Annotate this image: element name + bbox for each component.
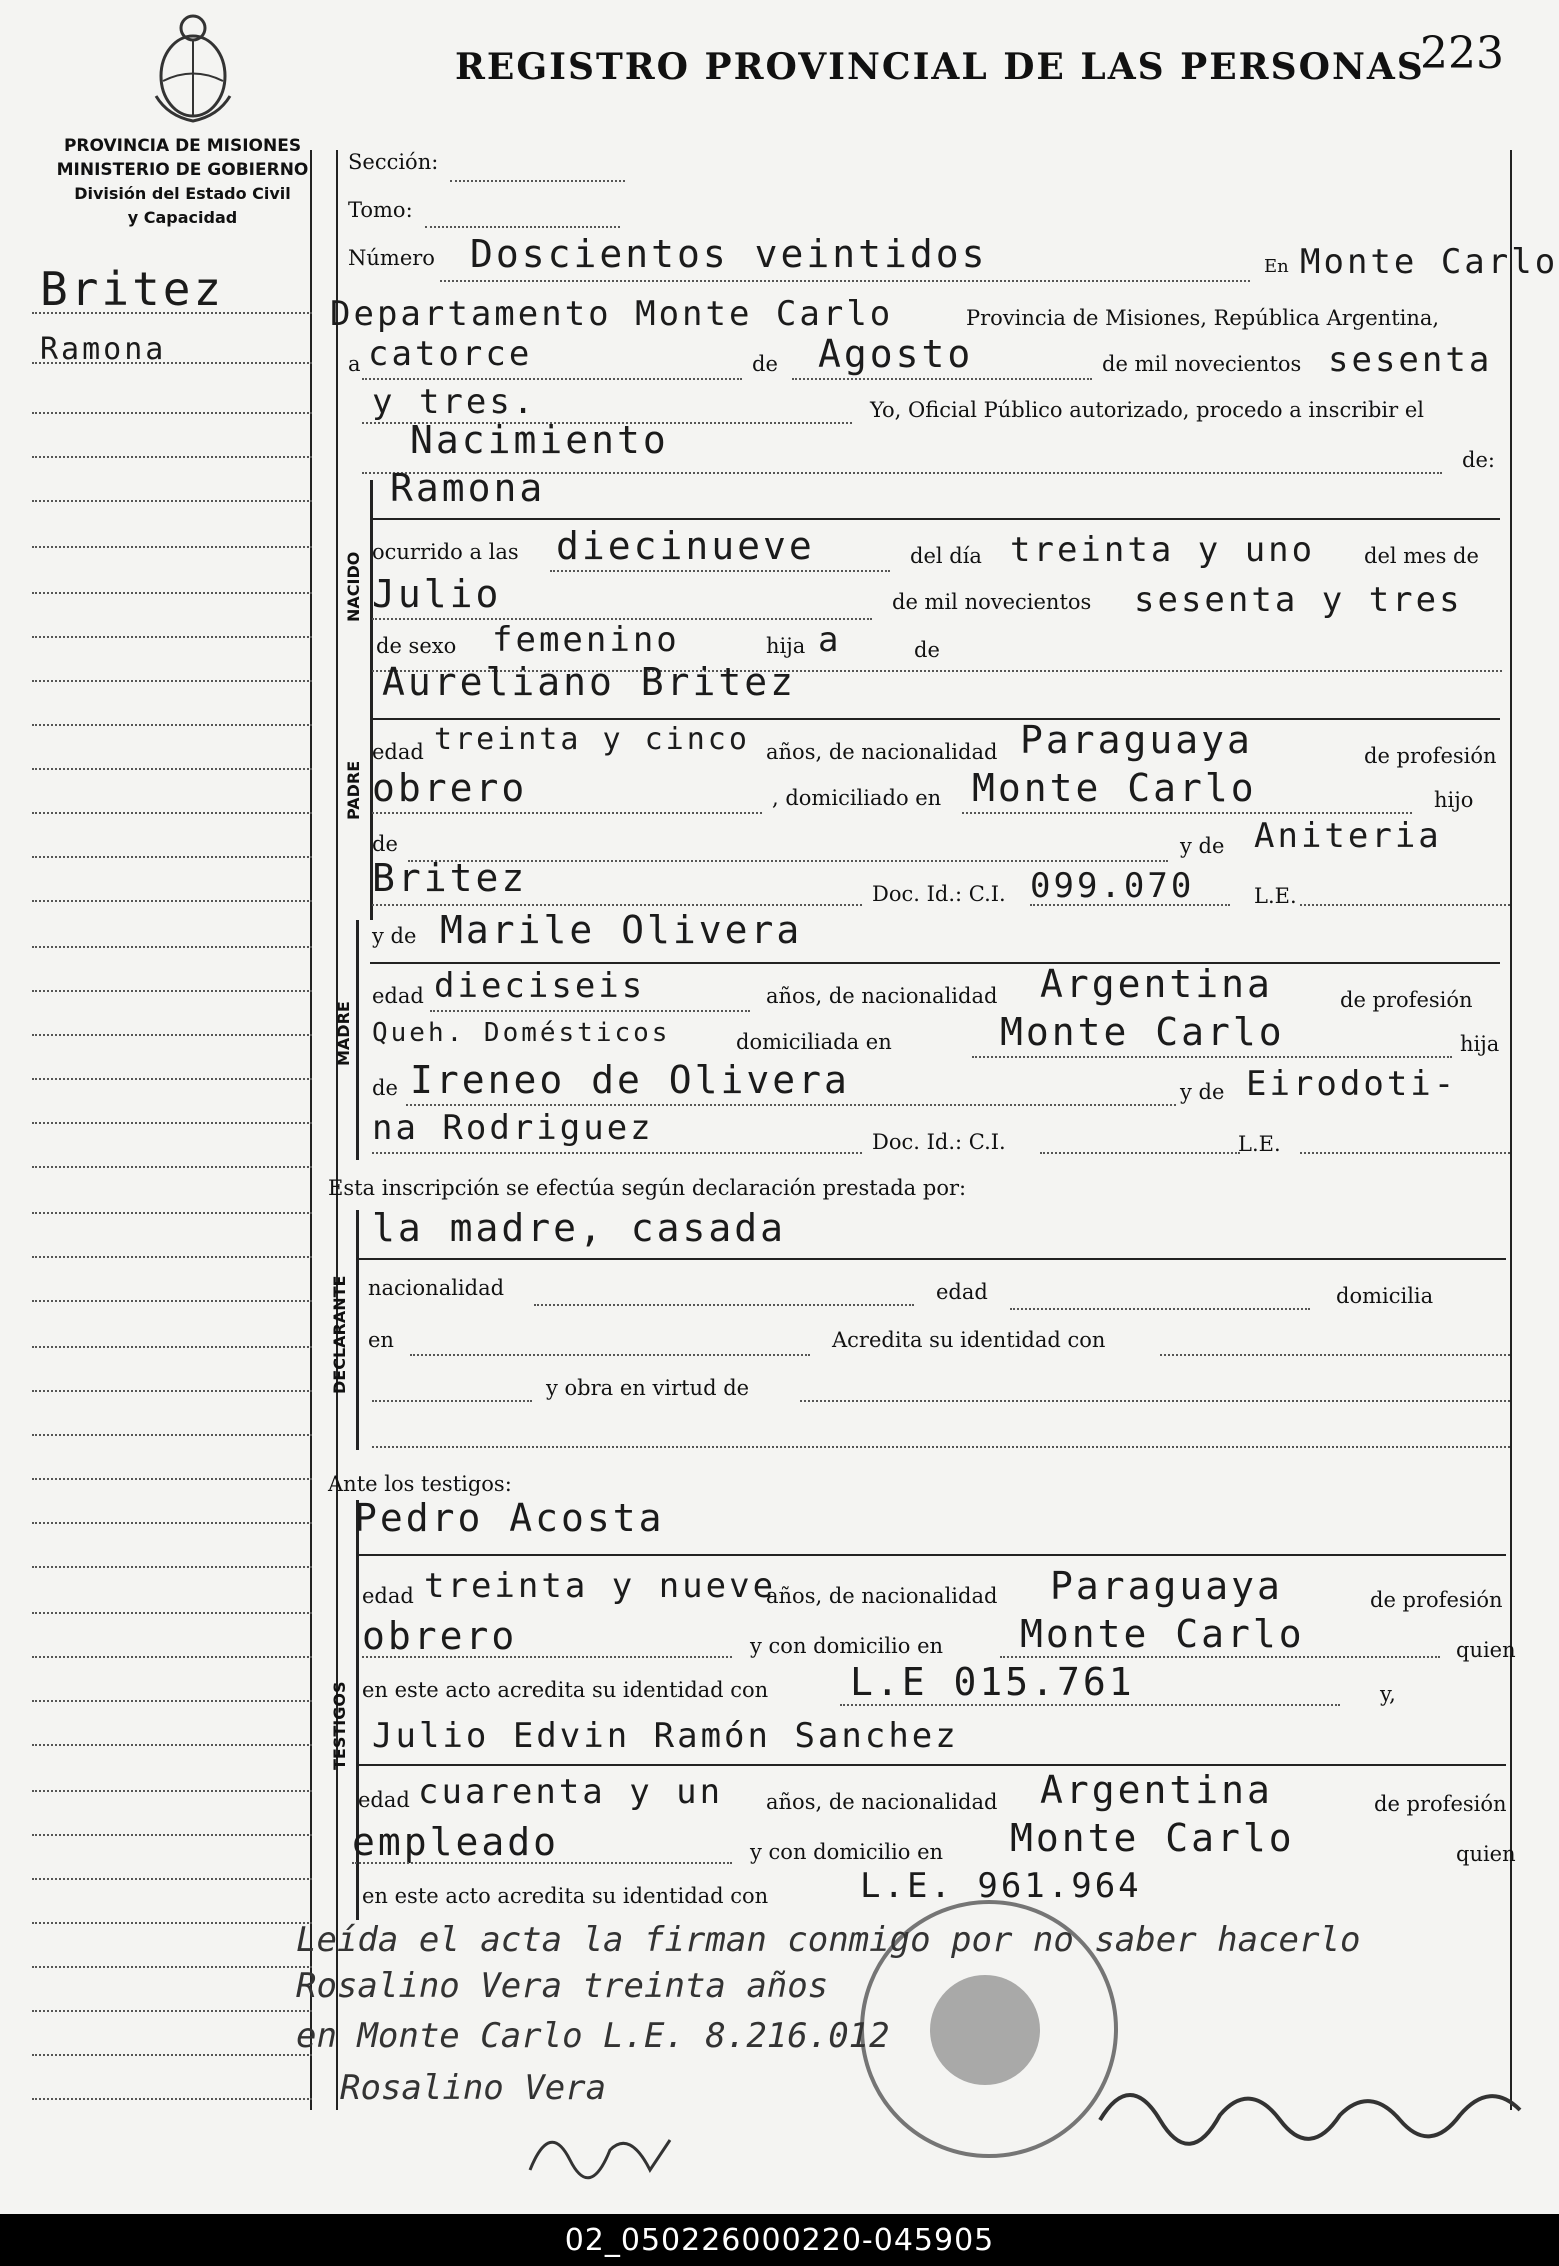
hw-t1-doc: L.E 015.761	[850, 1660, 1135, 1704]
label-de-sexo: de sexo	[376, 634, 457, 658]
page-number: 223	[1420, 28, 1504, 79]
label-doc-id-ci2: Doc. Id.: C.I.	[872, 1130, 1006, 1154]
hw-nombre: Ramona	[390, 466, 546, 510]
hw-padre-edad: treinta y cinco	[434, 722, 750, 757]
section-padre: PADRE	[344, 760, 363, 820]
label-edad-decl: edad	[936, 1280, 988, 1304]
hw-padre-dom: Monte Carlo	[972, 766, 1257, 810]
signature-left	[520, 2100, 680, 2200]
right-rule	[1510, 150, 1512, 2110]
label-de-profesion: de profesión	[1364, 744, 1497, 768]
label-y-de3: y de	[1180, 1080, 1225, 1104]
label-a: a	[348, 352, 361, 376]
label-y-coma: y,	[1380, 1682, 1396, 1706]
label-le2: L.E.	[1238, 1132, 1281, 1156]
label-de-mil2: de mil novecientos	[892, 590, 1092, 614]
hw-madre-edad: dieciseis	[434, 966, 646, 1006]
label-y-con-domicilio2: y con domicilio en	[750, 1840, 944, 1864]
hw-anio1: sesenta	[1328, 340, 1493, 380]
label-de-profesion2: de profesión	[1340, 988, 1473, 1012]
label-del-mes: del mes de	[1364, 544, 1479, 568]
hw-madre-padre: Ireneo de Olivera	[410, 1058, 850, 1102]
label-edad-t2: edad	[358, 1788, 410, 1812]
label-edad-madre: edad	[372, 984, 424, 1008]
label-hijo: hijo	[1434, 788, 1474, 812]
label-y-obra: y obra en virtud de	[546, 1376, 750, 1400]
label-anos-nac2: años, de nacionalidad	[766, 984, 998, 1008]
hw-madre-madre: Eirodoti-	[1246, 1064, 1458, 1104]
margin-surname: Britez	[40, 262, 225, 316]
hw-anio2: y tres.	[372, 382, 537, 422]
org-ministry: MINISTERIO DE GOBIERNO	[56, 160, 309, 180]
hw-t2-edad: cuarenta y un	[418, 1772, 724, 1812]
hw-padre-madre2: Britez	[372, 856, 528, 900]
seal-center	[930, 1975, 1040, 2085]
hw-anio-nac: sesenta y tres	[1134, 580, 1463, 620]
hw-t1-prof: obrero	[362, 1614, 518, 1658]
hw-madre-prof: Queh. Domésticos	[372, 1018, 671, 1048]
label-de-mil: de mil novecientos	[1102, 352, 1302, 376]
label-quien: quien	[1456, 1638, 1516, 1662]
hw-padre-doc: 099.070	[1030, 866, 1195, 906]
label-ante-testigos: Ante los testigos:	[328, 1472, 512, 1496]
margin-given-name: Ramona	[40, 332, 167, 367]
hw-en-lugar: Monte Carlo	[1300, 242, 1559, 282]
hw-padre-prof: obrero	[372, 766, 528, 810]
hw-declarante: la madre, casada	[372, 1206, 787, 1250]
label-ocurrido: ocurrido a las	[372, 540, 519, 564]
hw-t2-dom: Monte Carlo	[1010, 1816, 1295, 1860]
label-anos-nac: años, de nacionalidad	[766, 740, 998, 764]
label-en: En	[1264, 256, 1289, 277]
signature-right	[1090, 2060, 1530, 2170]
hw-madre-madre2: na Rodriguez	[372, 1108, 654, 1148]
label-seccion: Sección:	[348, 150, 439, 174]
label-domicilia: domicilia	[1336, 1284, 1434, 1308]
hw-t2-nac: Argentina	[1040, 1768, 1273, 1812]
org-capacity: y Capacidad	[127, 208, 238, 227]
body-rule	[336, 150, 338, 2110]
hw-sexo: femenino	[492, 620, 680, 660]
org-province: PROVINCIA DE MISIONES	[63, 136, 302, 156]
label-esta-inscripcion: Esta inscripción se efectúa según declaración prestada por:	[328, 1176, 967, 1200]
hw-dia-nac: treinta y uno	[1010, 530, 1316, 570]
hw-firma1: Rosalino Vera	[340, 2068, 607, 2108]
section-nacido: NACIDO	[344, 551, 363, 622]
hw-t1-nombre: Pedro Acosta	[354, 1496, 665, 1540]
label-de3: de	[372, 832, 398, 856]
label-hija2: hija	[1460, 1032, 1500, 1056]
hw-t1-dom: Monte Carlo	[1020, 1612, 1305, 1656]
hw-departamento: Departamento Monte Carlo	[330, 294, 894, 334]
hw-padre-nac: Paraguaya	[1020, 718, 1253, 762]
document-title: REGISTRO PROVINCIAL DE LAS PERSONAS	[455, 46, 1425, 88]
section-declarante: DECLARANTE	[330, 1275, 349, 1394]
label-quien2: quien	[1456, 1842, 1516, 1866]
label-doc-id-ci: Doc. Id.: C.I.	[872, 882, 1006, 906]
label-nacionalidad: nacionalidad	[368, 1276, 505, 1300]
hw-nota2: Rosalino Vera treinta años	[296, 1966, 829, 2006]
hw-t1-edad: treinta y nueve	[424, 1566, 777, 1606]
label-hija: hija	[766, 634, 806, 658]
label-y-de2: y de	[372, 924, 417, 948]
label-edad: edad	[372, 740, 424, 764]
label-en-este-acto2: en este acto acredita su identidad con	[362, 1884, 769, 1908]
hw-dia: catorce	[368, 334, 533, 374]
hw-mes-nac: Julio	[372, 572, 502, 616]
label-de: de	[752, 352, 778, 376]
label-numero: Número	[348, 246, 435, 270]
coat-of-arms-icon	[148, 6, 238, 126]
hw-t1-nac: Paraguaya	[1050, 1564, 1283, 1608]
hw-padre-madre: Aniteria	[1254, 816, 1442, 856]
label-yo: Yo, Oficial Público autorizado, procedo a inscribir el	[870, 398, 1424, 422]
hw-t2-doc: L.E. 961.964	[860, 1866, 1142, 1906]
hw-madre-dom: Monte Carlo	[1000, 1010, 1285, 1054]
section-testigos: TESTIGOS	[330, 1681, 349, 1770]
label-domiciliado-en: , domiciliado en	[772, 786, 942, 810]
label-anos-nac-t1: años, de nacionalidad	[766, 1584, 998, 1608]
hw-t2-nombre: Julio Edvin Ramón Sanchez	[372, 1716, 959, 1756]
label-le: L.E.	[1254, 884, 1297, 908]
section-madre: MADRE	[334, 1001, 353, 1066]
hw-nota3: en Monte Carlo L.E. 8.216.012	[296, 2016, 890, 2056]
label-en-decl: en	[368, 1328, 394, 1352]
label-y-de: y de	[1180, 834, 1225, 858]
hw-hora: diecinueve	[556, 524, 815, 568]
issuing-organization	[40, 134, 325, 230]
label-de-madre: de	[372, 1076, 398, 1100]
label-edad-t1: edad	[362, 1584, 414, 1608]
hw-padre-nombre: Aureliano Britez	[382, 660, 797, 704]
label-y-con-domicilio: y con domicilio en	[750, 1634, 944, 1658]
label-tomo: Tomo:	[348, 198, 413, 222]
label-en-este-acto: en este acto acredita su identidad con	[362, 1678, 769, 1702]
label-de-profesion-t2: de profesión	[1374, 1792, 1507, 1816]
label-anos-nac-t2: años, de nacionalidad	[766, 1790, 998, 1814]
hw-madre-nac: Argentina	[1040, 962, 1273, 1006]
label-provincia: Provincia de Misiones, República Argentina,	[966, 306, 1440, 330]
document-id-footer: 02_050226000220-045905	[0, 2214, 1559, 2266]
hw-madre-nombre: Marile Olivera	[440, 908, 803, 952]
hw-numero: Doscientos veintidos	[470, 232, 988, 276]
label-de2: de	[914, 638, 940, 662]
hw-t2-prof: empleado	[352, 1820, 560, 1864]
hw-nota1: Leída el acta la firman conmigo por no saber hacerlo	[296, 1920, 1361, 1960]
hw-mes: Agosto	[818, 332, 974, 376]
hw-hijo-a: a	[818, 620, 842, 660]
label-del-dia: del día	[910, 544, 982, 568]
margin-rule	[310, 150, 312, 2110]
label-acredita: Acredita su identidad con	[832, 1328, 1106, 1352]
hw-acto: Nacimiento	[410, 418, 669, 462]
label-domiciliada-en: domiciliada en	[736, 1030, 892, 1054]
org-division: División del Estado Civil	[74, 184, 291, 203]
label-de-colon: de:	[1462, 448, 1495, 472]
label-de-profesion-t1: de profesión	[1370, 1588, 1503, 1612]
